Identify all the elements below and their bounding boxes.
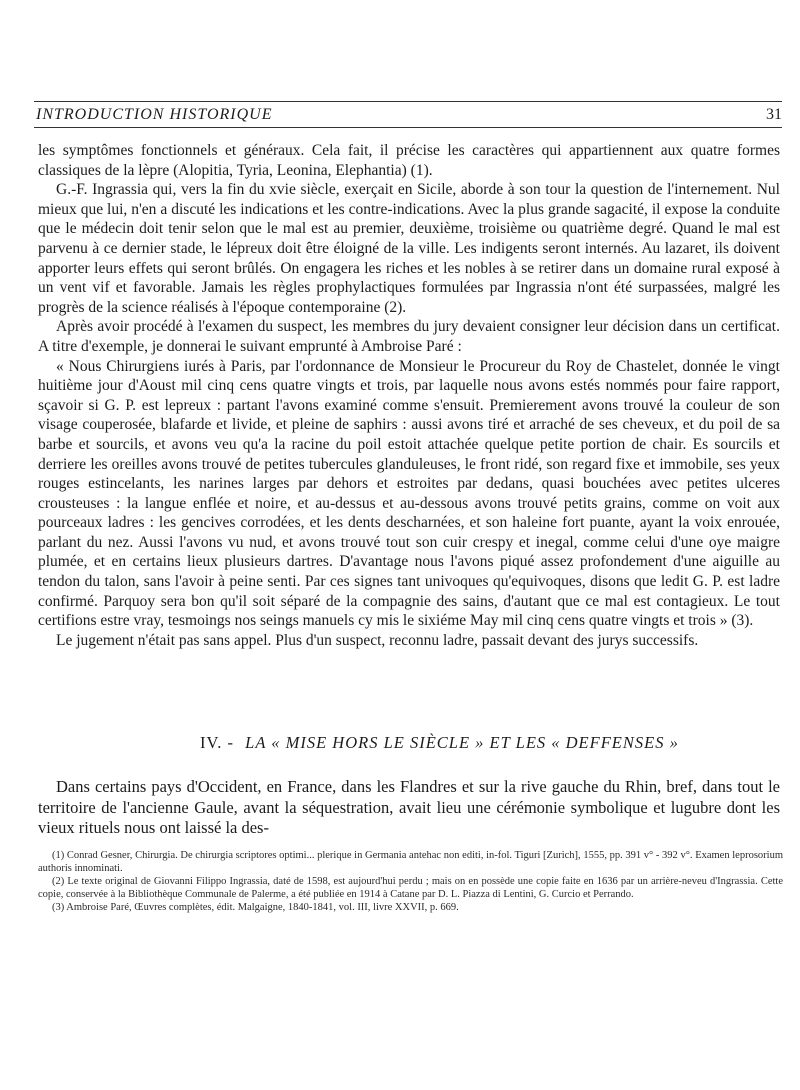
footnotes <box>38 849 783 914</box>
footnote: (1) Conrad Gesner, Chirurgia. De chirurgia scriptores optimi... plerique in Germania antehac non editi, in-fol. Tiguri [Zurich], 1555, pp. 391 v° - 392 v°. Examen leprosorium authoris innominati. <box>38 850 783 874</box>
footnote: (3) Ambroise Paré, Œuvres complètes, édit. Malgaigne, 1840-1841, vol. III, livre XXVII, p. 669. <box>52 902 459 913</box>
running-title: INTRODUCTION HISTORIQUE <box>36 106 273 123</box>
main-text <box>38 141 780 650</box>
header-rule-bottom <box>34 127 782 128</box>
quotation-paragraph: « Nous Chirurgiens iurés à Paris, par l'ordonnance de Monsieur le Procureur du Roy de Chastelet, donnée le vingt huitième jour d'Aoust mil cinq cens quatre vingts et trois, par laquelle nous avons estés nommés pour faire rapport, sçavoir si G. P. est lepreux : partant l'avons examiné comme s'ensuit. Premierement avons trouvé la couleur de son visage couperosée, blafarde et livide, et pleine de saphirs : aussi avons tiré et arraché de ses cheveux, et du poil de sa barbe et sourcils, et avons veu qu'a la racine du poil estoit attachée quelque petite portion de chair. Es sourcils et derriere les oreilles avons trouvé de petites tubercules glanduleuses, le front ridé, son regard fixe et immobile, ses yeux rouges estincelants, les narines larges par dehors et estroites par dedans, quasi bouchées avec petites ulceres crousteuses : la langue enflée et noire, et au-dessus et au-dessous avons trouvé petits grains, comme on voit aux pourceaux ladres : les gencives corrodées, et les dents descharnées, et son haleine fort puante, ayant la voix enrouée, parlant du nez. Aussi l'avons vu nud, et avons trouvé tout son cuir crespy et inegal, comme celui d'une oye maigre plumée, et en certains lieux plusieurs dartres. D'avantage nous l'avons piqué assez profondement d'une aiguille au tendon du talon, sans l'avoir à peine senti. Par ces signes tant univoques qu'equivoques, disons que ledit G. P. est ladre confirmé. Parquoy sera bon qu'il soit séparé de la compagnie des sains, d'autant que ce mal est contagieux. Le tout certifions estre vray, tesmoings nos seings manuels cy mis le sixiéme May mil cinq cens quatre vingts et trois » (3). <box>38 357 780 630</box>
paragraph: Dans certains pays d'Occident, en France, dans les Flandres et sur la rive gauche du Rhin, bref, dans tout le territoire de l'ancienne Gaule, avant la séquestration, avait lieu une cérémonie symbolique et lugubre dont les vieux rituels nous ont laissé la des- <box>38 777 780 837</box>
footnote: (2) Le texte original de Giovanni Filippo Ingrassia, daté de 1598, est aujourd'hui perdu ; mais on en possède une copie faite en 1636 par un arrière-neveu d'Ingrassia. Cette copie, conservée à la Bibliothèque Communale de Palerme, a été publiée en 1914 à Catane par D. L. Piazza di Lentini, G. Curcio et Perrando. <box>38 876 783 900</box>
page-number: 31 <box>766 106 782 123</box>
running-header <box>34 101 782 127</box>
section-title: LA « MISE HORS LE SIÈCLE » ET LES « DEFFENSES » <box>245 733 679 752</box>
section-text <box>38 777 780 839</box>
section-number: IV. - <box>200 733 235 752</box>
header-rule-top <box>34 101 782 102</box>
paragraph: G.-F. Ingrassia qui, vers la fin du xvie siècle, exerçait en Sicile, aborde à son tour la question de l'internement. Nul mieux que lui, n'en a discuté les indications et les contre-indications. Avec la plus grande sagacité, il expose la conduite que le médecin doit tenir selon que le mal est au premier, deuxième, troisième ou quatrième degré. Quand le mal est parvenu à ce dernier stade, le lépreux doit être éloigné de la ville. Les indigents seront internés. Au lazaret, ils doivent apporter leurs effets qui seront brûlés. On engagera les riches et les nobles à se retirer dans un domaine rural exposé à un vent vif et favorable. Jamais les règles prophylactiques formulées par Ingrassia n'ont été surpassées, malgré les progrès de la science réalisés à l'époque contemporaine (2). <box>38 181 780 316</box>
paragraph: les symptômes fonctionnels et généraux. Cela fait, il précise les caractères qui appartiennent aux quatre formes classiques de la lèpre (Alopitia, Tyria, Leonina, Elephantia) (1). <box>38 142 780 179</box>
section-heading <box>200 733 780 753</box>
paragraph: Après avoir procédé à l'examen du suspect, les membres du jury devaient consigner leur décision dans un certificat. A titre d'exemple, je donnerai le suivant emprunté à Ambroise Paré : <box>38 318 780 355</box>
paragraph: Le jugement n'était pas sans appel. Plus d'un suspect, reconnu ladre, passait devant des jurys successifs. <box>56 631 699 649</box>
